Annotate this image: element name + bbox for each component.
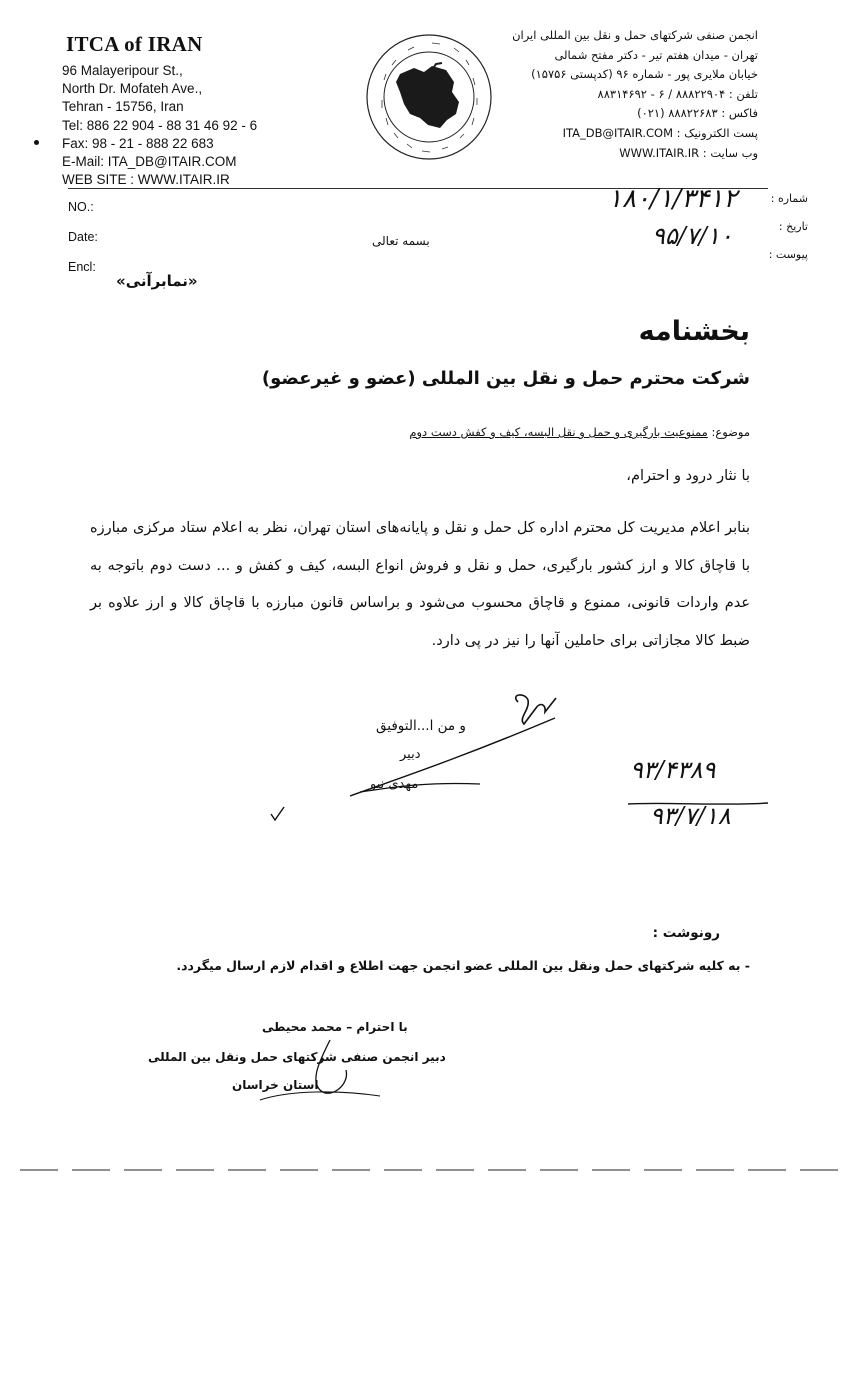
signer-name: مهدی نبو <box>370 777 419 792</box>
letter-date: ۹۵/۷/۱۰ <box>652 222 733 250</box>
address-tel: Tel: 886 22 904 - 88 31 46 92 - 6 <box>62 117 258 133</box>
copy-text: - به کلیه شرکتهای حمل ونقل بین المللی عضو انجمن جهت اطلاع و اقدام لازم ارسال میگردد. <box>176 958 750 973</box>
subject-label: موضوع: <box>711 425 750 439</box>
fa-org-name: انجمن صنفی شرکتهای حمل و نقل بین المللی ایران <box>512 28 758 42</box>
fa-tel: تلفن : ۸۸۸۲۲۹۰۴ / ۶ - ۸۸۳۱۴۶۹۲ <box>597 86 758 101</box>
attachment-label-fa: پیوست : <box>768 248 808 261</box>
itca-logo <box>362 30 497 165</box>
bullet-dot <box>34 140 39 145</box>
address-city: Tehran - 15756, Iran <box>62 99 184 115</box>
copy-label: رونوشت : <box>652 925 720 941</box>
recipient-line: شرکت محترم حمل و نقل بین المللی (عضو و غیرعضو) <box>261 368 750 389</box>
closing-phrase: و من ا...التوفیق <box>376 718 466 734</box>
address-email: E-Mail: ITA_DB@ITAIR.COM <box>62 154 237 170</box>
fa-address-line1: تهران - میدان هفتم تیر - دکتر مفتح شمالی <box>554 47 758 62</box>
handwritten-ref-number: ۹۳/۴۳۸۹ <box>630 756 716 784</box>
letter-number: ۱۸۰/۱/۳۴۱۲ <box>608 184 738 214</box>
org-name-en: ITCA of IRAN <box>66 32 203 56</box>
letter-body: بنابر اعلام مدیریت کل محترم اداره کل حمل و نقل و پایانه‌های استان تهران، نظر به اعلام ستاد مرکزی مبارزه با قاچاق کالا و ارز کشور بارگیری، حمل و نقل و فروش انواع البسه، کیف و کفش و ... دست دوم باتوجه به عدم واردات قانونی، ممنوع و قاچاق محسوب می‌شود و براساس قانون مبارزه با قاچاق کالا و ارز علاوه بر ضبط کالا مجازاتی برای حاملین آنها را نیز در پی دارد. <box>90 520 750 649</box>
number-label-fa: شماره : <box>770 192 808 205</box>
forward-province: استان خراسان <box>232 1078 319 1092</box>
subject-value: ممنوعیت بارگیری و حمل و نقل البسه، کیف و کفش دست دوم <box>409 425 708 439</box>
basmala: بسمه تعالی <box>372 234 430 248</box>
handwritten-ref-date: ۹۳/۷/۱۸ <box>650 802 731 830</box>
subject-row <box>409 425 750 439</box>
address-street: 96 Malayeripour St., <box>62 63 183 78</box>
fa-address-line2: خیابان ملایری پور - شماره ۹۶ (کدپستی ۱۵۷۵۶) <box>531 67 758 82</box>
address-fax: Fax: 98 - 21 - 888 22 683 <box>62 135 214 151</box>
fa-website: وب سایت : WWW.ITAIR.IR <box>619 145 758 160</box>
greeting: با نثار درود و احترام، <box>626 468 750 484</box>
handwritten-signature <box>340 688 580 808</box>
fa-email: پست الکترونیک : ITA_DB@ITAIR.COM <box>562 125 758 140</box>
check-mark <box>270 806 286 822</box>
persian-address-block <box>512 26 758 163</box>
address-avenue: North Dr. Mofateh Ave., <box>62 81 203 97</box>
urgent-fax-note: «نمابرآنی» <box>116 272 198 290</box>
date-label: Date: <box>68 230 98 244</box>
handwritten-underline <box>628 792 768 794</box>
encl-label: Encl: <box>68 260 96 274</box>
date-label-fa: تاریخ : <box>778 220 808 233</box>
forward-signature <box>250 1030 390 1110</box>
footer-dashed-rule <box>0 1160 850 1170</box>
no-label: NO.: <box>68 200 94 214</box>
forward-regards: با احترام – محمد محیطی <box>262 1020 408 1034</box>
fa-fax: فاکس : ۸۸۸۲۲۶۸۳ (۰۲۱) <box>637 106 758 121</box>
address-website: WEB SITE : WWW.ITAIR.IR <box>62 172 230 188</box>
circular-title: بخشنامه <box>638 316 750 347</box>
english-address-block <box>62 62 257 189</box>
forward-secretary: دبیر انجمن صنفی شرکتهای حمل ونقل بین المللی <box>148 1050 446 1064</box>
signer-title: دبیر <box>400 747 421 762</box>
